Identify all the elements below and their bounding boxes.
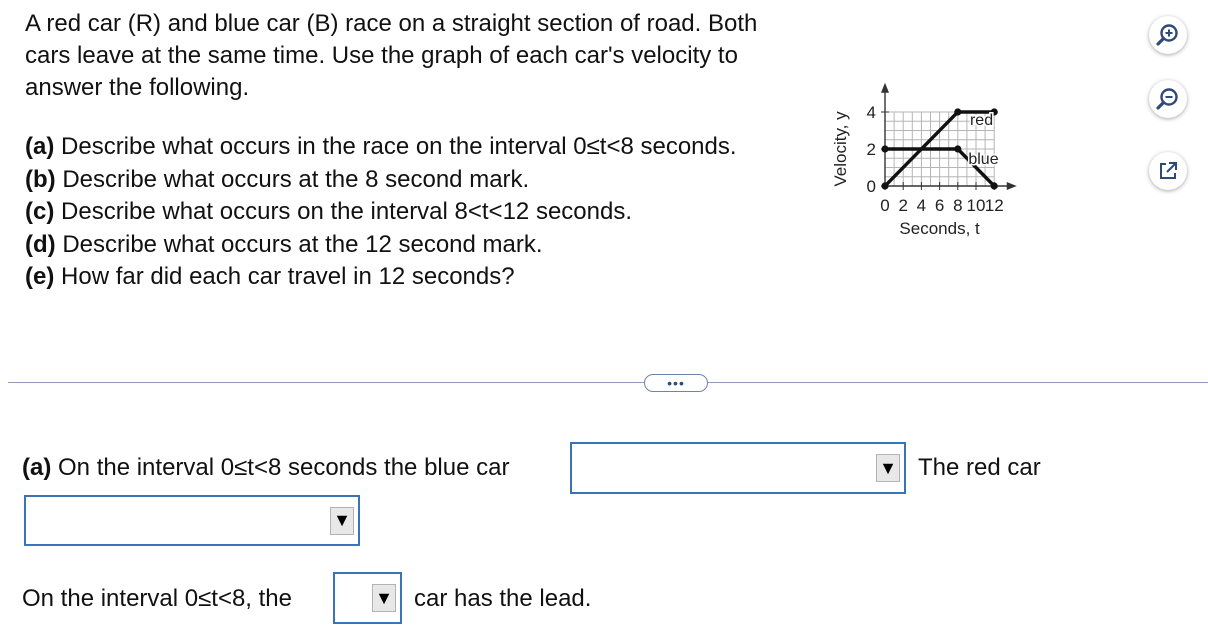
answer-line-a: [22, 454, 509, 482]
popout-button[interactable]: [1149, 152, 1187, 190]
lead-question-text: On the interval 0≤t<8, the: [22, 585, 292, 612]
part-text: Describe what occurs on the interval 8<t<12 seconds.: [54, 198, 632, 225]
part-label: (a): [25, 133, 55, 160]
question-intro: [25, 8, 825, 104]
part-label: (c): [25, 198, 55, 225]
chevron-down-icon: ▼: [876, 454, 900, 482]
answer-text: On the interval 0≤t<8 seconds the blue car: [51, 454, 510, 481]
x-axis-label: Seconds, t: [899, 219, 980, 238]
x-tick-label: 12: [984, 196, 1004, 215]
show-more-button[interactable]: •••: [644, 374, 708, 392]
red-car-label: The red car: [918, 454, 1041, 481]
data-point-blue: [991, 182, 998, 189]
part-label: (e): [25, 263, 55, 290]
x-tick-label: 0: [880, 196, 890, 215]
data-point-blue: [881, 145, 888, 152]
data-point-blue: [954, 145, 961, 152]
part-text: Describe what occurs in the race on the interval 0≤t<8 seconds.: [54, 133, 737, 160]
x-tick-label: 8: [953, 196, 963, 215]
part-text: Describe what occurs at the 12 second mark.: [55, 230, 543, 258]
question-parts: [25, 131, 737, 294]
velocity-graph: [820, 76, 1140, 256]
red-car-dropdown[interactable]: [24, 495, 360, 546]
zoom-out-icon: [1155, 86, 1181, 112]
intro-line: A red car (R) and blue car (B) race on a straight section of road. Both: [25, 10, 758, 37]
intro-line: cars leave at the same time. Use the graph of each car's velocity to: [25, 42, 738, 69]
part-label: (d): [25, 230, 56, 258]
part-text: Describe what occurs at the 8 second mark.: [55, 165, 530, 193]
x-tick-label: 2: [898, 196, 908, 215]
popout-icon: [1157, 160, 1179, 182]
question-part-e: [25, 261, 737, 294]
y-tick-label: 2: [866, 140, 876, 159]
answer-label: (a): [22, 454, 52, 481]
x-tick-label: 4: [916, 196, 927, 215]
zoom-out-button[interactable]: [1149, 80, 1187, 118]
y-tick-label: 4: [866, 103, 876, 122]
chevron-down-icon: ▼: [372, 584, 396, 612]
question-part-c: [25, 196, 737, 229]
zoom-in-icon: [1155, 22, 1181, 48]
data-point-red: [954, 108, 961, 115]
y-axis-arrow: [881, 83, 889, 93]
chevron-down-icon: ▼: [330, 507, 354, 535]
section-divider: [8, 382, 1208, 383]
question-part-a: [25, 131, 737, 164]
data-point-red: [881, 182, 888, 189]
question-part-d: [25, 229, 737, 262]
series-label-red: red: [969, 111, 994, 129]
x-axis-arrow: [1007, 182, 1017, 190]
zoom-in-button[interactable]: [1149, 16, 1187, 54]
part-text: How far did each car travel in 12 seconds?: [54, 263, 515, 290]
blue-car-dropdown[interactable]: [570, 442, 906, 494]
y-axis-label: Velocity, y: [831, 111, 850, 187]
question-part-b: [25, 164, 737, 197]
lead-question-suffix: car has the lead.: [414, 585, 592, 612]
x-tick-label: 10: [966, 196, 986, 215]
series-label-blue: blue: [968, 150, 999, 168]
part-label: (b): [25, 165, 56, 193]
velocity-chart: [820, 76, 1140, 256]
x-tick-label: 6: [934, 196, 945, 215]
intro-line: answer the following.: [25, 74, 250, 101]
lead-car-dropdown[interactable]: [333, 572, 402, 624]
y-tick-label: 0: [866, 177, 876, 196]
